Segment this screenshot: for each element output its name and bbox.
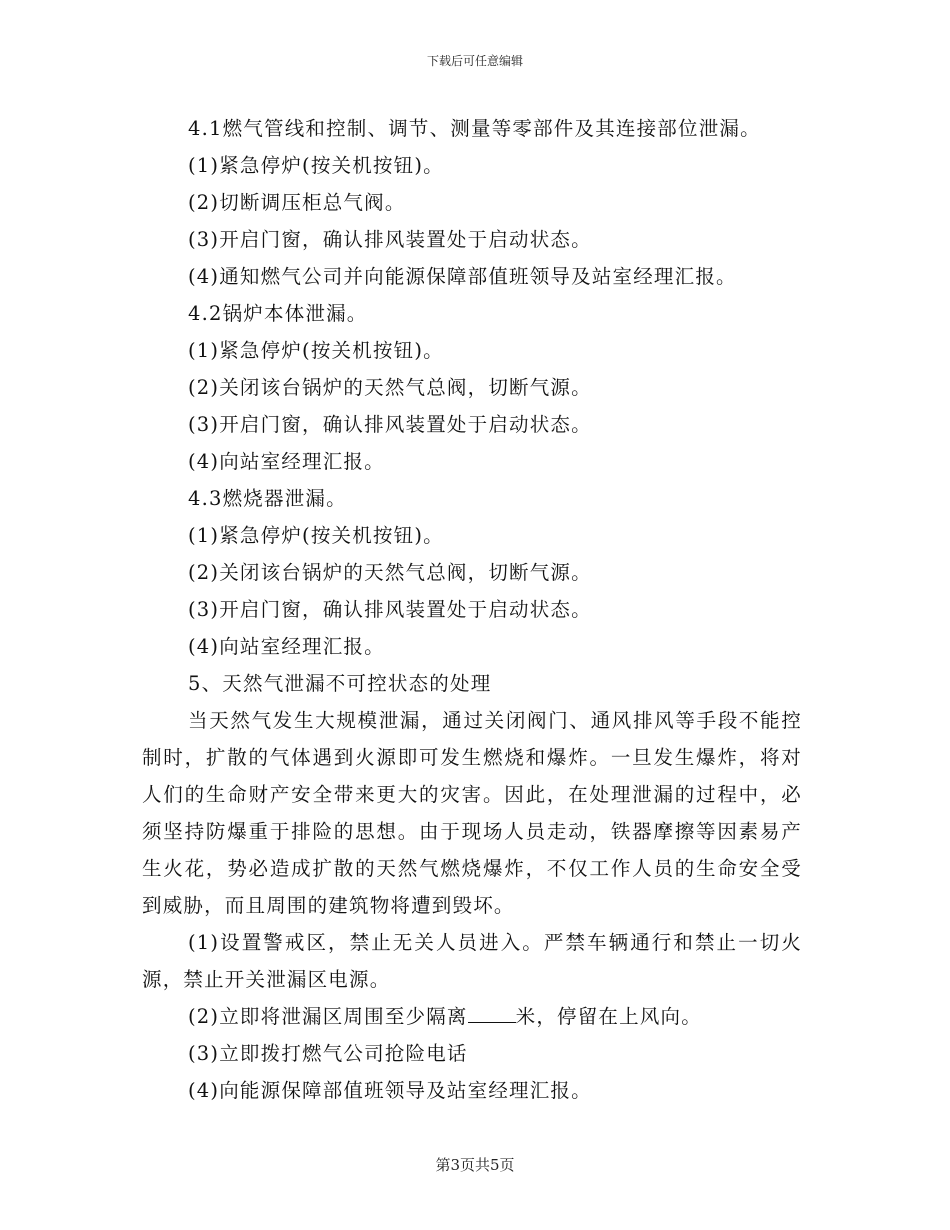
section-heading-4-1: 4.1燃气管线和控制、调节、测量等零部件及其连接部位泄漏。 xyxy=(188,117,761,140)
list-item: (1)紧急停炉(按关机按钮)。 xyxy=(188,154,444,177)
page-header: 下载后可任意编辑 xyxy=(426,54,523,68)
section-heading-4-2: 4.2锅炉本体泄漏。 xyxy=(188,302,368,325)
list-item-with-blank xyxy=(142,998,802,1035)
list-item: (3)立即拨打燃气公司抢险电话 xyxy=(188,1042,468,1065)
page-footer: 第3页共5页 xyxy=(435,1156,515,1174)
list-item: (2)关闭该台锅炉的天然气总阀，切断气源。 xyxy=(188,561,592,584)
fill-in-blank xyxy=(468,1006,516,1023)
list-item-text: 米，停留在上风向。 xyxy=(515,1005,702,1028)
list-item: (4)向站室经理汇报。 xyxy=(188,450,385,473)
list-item: (4)向站室经理汇报。 xyxy=(188,635,385,658)
list-item-text: (2)立即将泄漏区周围至少隔离 xyxy=(188,1005,468,1028)
document-body xyxy=(142,110,802,1109)
body-paragraph: (1)设置警戒区，禁止无关人员进入。严禁车辆通行和禁止一切火源，禁止开关泄漏区电源。 xyxy=(142,931,802,991)
list-item: (4)通知燃气公司并向能源保障部值班领导及站室经理汇报。 xyxy=(188,265,737,288)
section-heading-4-3: 4.3燃烧器泄漏。 xyxy=(188,487,347,510)
body-paragraph: 当天然气发生大规模泄漏，通过关闭阀门、通风排风等手段不能控制时，扩散的气体遇到火源即可发生燃烧和爆炸。一旦发生爆炸，将对人们的生命财产安全带来更大的灾害。因此，在处理泄漏的过程中，必须坚持防爆重于排险的思想。由于现场人员走动，铁器摩擦等因素易产生火花，势必造成扩散的天然气燃烧爆炸，不仅工作人员的生命安全受到威胁，而且周围的建筑物将遭到毁坏。 xyxy=(142,709,802,917)
list-item: (3)开启门窗，确认排风装置处于启动状态。 xyxy=(188,228,592,251)
list-item: (1)紧急停炉(按关机按钮)。 xyxy=(188,339,444,362)
list-item: (3)开启门窗，确认排风装置处于启动状态。 xyxy=(188,413,592,436)
list-item: (2)切断调压柜总气阀。 xyxy=(188,191,406,214)
section-heading-5: 5、天然气泄漏不可控状态的处理 xyxy=(188,672,492,695)
list-item: (3)开启门窗，确认排风装置处于启动状态。 xyxy=(188,598,592,621)
list-item: (4)向能源保障部值班领导及站室经理汇报。 xyxy=(188,1079,592,1102)
list-item: (1)紧急停炉(按关机按钮)。 xyxy=(188,524,444,547)
list-item: (2)关闭该台锅炉的天然气总阀，切断气源。 xyxy=(188,376,592,399)
